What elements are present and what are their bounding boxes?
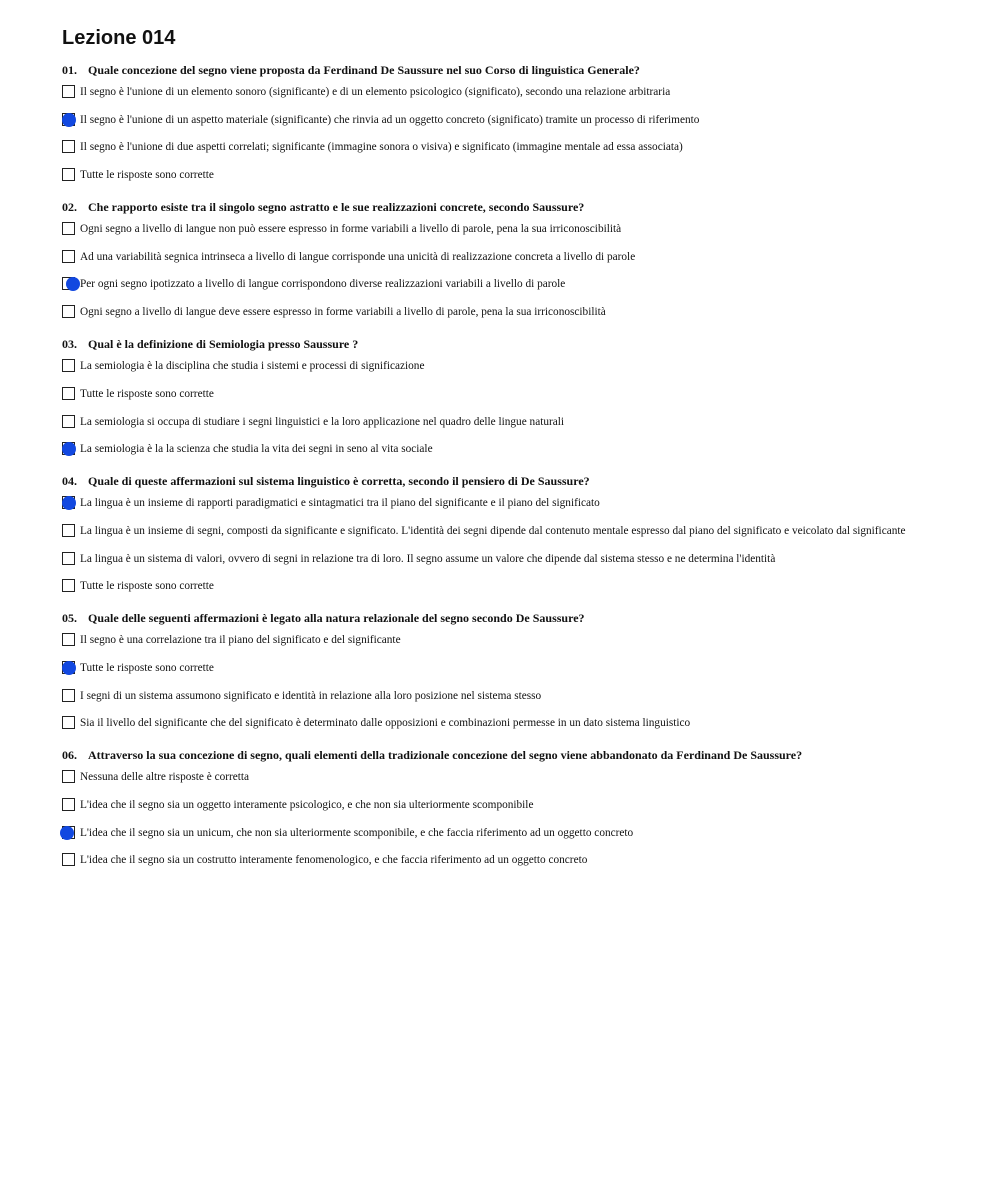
- answer-text: Tutte le risposte sono corrette: [80, 387, 214, 400]
- answer-text: Per ogni segno ipotizzato a livello di langue corrispondono diverse realizzazioni variabili a livello di parole: [80, 278, 566, 291]
- question-3: [62, 336, 940, 457]
- answer-text: Ogni segno a livello di langue non può essere espresso in forme variabili a livello di parole, pena la sua irriconoscibilità: [80, 223, 622, 236]
- selected-dot-icon: [66, 277, 80, 291]
- checkbox[interactable]: [62, 798, 75, 811]
- quiz-page: [62, 26, 940, 881]
- question-text: Qual è la definizione di Semiologia presso Saussure ?: [88, 337, 359, 352]
- question-number: 05.: [62, 611, 77, 626]
- answer-option[interactable]: [62, 853, 940, 868]
- checkbox-checked[interactable]: [62, 442, 75, 455]
- checkbox[interactable]: [62, 689, 75, 702]
- answer-text: La lingua è un insieme di rapporti paradigmatici e sintagmatici tra il piano del significante e il piano del significato: [80, 497, 600, 510]
- question-heading: [62, 610, 940, 626]
- answer-text: Tutte le risposte sono corrette: [80, 580, 214, 593]
- answer-option[interactable]: [62, 113, 940, 128]
- answer-option[interactable]: [62, 826, 940, 841]
- page-title: Lezione 014: [62, 27, 176, 49]
- question-text: Quale di queste affermazioni sul sistema linguistico è corretta, secondo il pensiero di De Saussure?: [88, 474, 590, 489]
- answer-text: Tutte le risposte sono corrette: [80, 169, 214, 182]
- answer-text: Il segno è l'unione di un elemento sonoro (significante) e di un elemento psicologico (significato), secondo una relazione arbitraria: [80, 86, 671, 98]
- answer-option[interactable]: [62, 359, 940, 374]
- answer-text: La lingua è un sistema di valori, ovvero di segni in relazione tra di loro. Il segno assume un valore che dipende dal sistema stesso e ne determina l'identità: [80, 552, 776, 565]
- answer-text: Nessuna delle altre risposte è corretta: [80, 771, 250, 784]
- selected-dot-icon: [62, 661, 76, 675]
- checkbox[interactable]: [62, 250, 75, 263]
- answer-option[interactable]: [62, 277, 940, 292]
- question-text: Quale concezione del segno viene proposta da Ferdinand De Saussure nel suo Corso di linguistica Generale?: [88, 63, 640, 77]
- answer-option[interactable]: [62, 689, 940, 704]
- answer-option[interactable]: [62, 250, 940, 265]
- answer-text: La semiologia è la la scienza che studia la vita dei segni in seno al vita sociale: [80, 443, 433, 456]
- question-list: [62, 62, 940, 868]
- answer-text: Ogni segno a livello di langue deve essere espresso in forme variabili a livello di parole, pena la sua irriconoscibilità: [80, 306, 606, 319]
- answer-option[interactable]: [62, 798, 940, 813]
- answer-option[interactable]: [62, 140, 940, 155]
- question-heading: [62, 199, 940, 215]
- question-text: Quale delle seguenti affermazioni è legato alla natura relazionale del segno secondo De Saussure?: [88, 611, 585, 626]
- checkbox-checked[interactable]: [62, 496, 75, 509]
- question-heading: [62, 336, 940, 352]
- answer-text: Il segno è l'unione di due aspetti correlati; significante (immagine sonora o visiva) e significato (immagine mentale ad essa associata): [80, 141, 683, 154]
- answer-text: La semiologia è la disciplina che studia i sistemi e processi di significazione: [80, 360, 425, 373]
- question-4: [62, 473, 940, 594]
- checkbox[interactable]: [62, 140, 75, 153]
- answer-text: La lingua è un insieme di segni, composti da significante e significato. L'identità dei segni dipende dal contenuto mentale espresso dal piano del significato e veicolato dal significante: [80, 524, 906, 537]
- question-number: 02.: [62, 200, 77, 215]
- question-text: Attraverso la sua concezione di segno, quali elementi della tradizionale concezione del segno viene abbandonato da Ferdinand De Saussure?: [88, 748, 803, 763]
- answer-option[interactable]: [62, 496, 940, 511]
- answer-text: L'idea che il segno sia un costrutto interamente fenomenologico, e che faccia riferimento ad un oggetto concreto: [80, 854, 588, 867]
- answer-text: Il segno è una correlazione tra il piano del significato e del significante: [80, 634, 401, 647]
- question-2: [62, 199, 940, 320]
- answer-text: Tutte le risposte sono corrette: [80, 661, 214, 674]
- answer-option[interactable]: [62, 415, 940, 430]
- checkbox[interactable]: [62, 853, 75, 866]
- checkbox[interactable]: [62, 415, 75, 428]
- answer-option[interactable]: [62, 716, 940, 731]
- checkbox[interactable]: [62, 552, 75, 565]
- answer-option[interactable]: [62, 85, 940, 100]
- checkbox[interactable]: [62, 387, 75, 400]
- question-number: 01.: [62, 63, 77, 77]
- question-text: Che rapporto esiste tra il singolo segno astratto e le sue realizzazioni concrete, secondo Saussure?: [88, 200, 585, 215]
- answer-text: L'idea che il segno sia un oggetto interamente psicologico, e che non sia ulteriormente scomponibile: [80, 799, 534, 811]
- checkbox[interactable]: [62, 716, 75, 729]
- selected-dot-icon: [62, 496, 76, 510]
- checkbox-checked[interactable]: [62, 661, 75, 674]
- question-6: [62, 747, 940, 868]
- answer-option[interactable]: [62, 552, 940, 567]
- answer-option[interactable]: [62, 633, 940, 648]
- answer-text: L'idea che il segno sia un unicum, che non sia ulteriormente scomponibile, e che faccia riferimento ad un oggetto concreto: [80, 826, 634, 839]
- checkbox[interactable]: [62, 85, 75, 98]
- answer-option[interactable]: [62, 387, 940, 402]
- answer-text: I segni di un sistema assumono significato e identità in relazione alla loro posizione nel sistema stesso: [80, 689, 542, 702]
- question-heading: [62, 473, 940, 489]
- checkbox[interactable]: [62, 359, 75, 372]
- question-heading: [62, 747, 940, 763]
- checkbox[interactable]: [62, 305, 75, 318]
- checkbox[interactable]: [62, 222, 75, 235]
- selected-dot-icon: [62, 113, 76, 127]
- question-heading: [62, 62, 940, 78]
- question-number: 06.: [62, 748, 77, 763]
- answer-text: La semiologia si occupa di studiare i segni linguistici e la loro applicazione nel quadro delle lingue naturali: [80, 415, 565, 428]
- checkbox[interactable]: [62, 168, 75, 181]
- answer-option[interactable]: [62, 579, 940, 594]
- question-number: 03.: [62, 337, 77, 352]
- answer-text: Ad una variabilità segnica intrinseca a livello di langue corrisponde una unicità di realizzazione concreta a livello di parole: [80, 250, 636, 263]
- answer-option[interactable]: [62, 442, 940, 457]
- answer-option[interactable]: [62, 770, 940, 785]
- answer-option[interactable]: [62, 524, 940, 539]
- checkbox[interactable]: [62, 633, 75, 646]
- answer-option[interactable]: [62, 661, 940, 676]
- answer-option[interactable]: [62, 222, 940, 237]
- question-5: [62, 610, 940, 731]
- checkbox[interactable]: [62, 524, 75, 537]
- selected-dot-icon: [62, 442, 76, 456]
- checkbox[interactable]: [62, 770, 75, 783]
- question-number: 04.: [62, 474, 77, 489]
- checkbox-checked[interactable]: [62, 113, 75, 126]
- question-1: [62, 62, 940, 183]
- answer-option[interactable]: [62, 168, 940, 183]
- answer-text: Il segno è l'unione di un aspetto materiale (significante) che rinvia ad un oggetto concreto (significato) tramite un processo di riferimento: [80, 113, 700, 126]
- answer-text: Sia il livello del significante che del significato è determinato dalle opposizioni e combinazioni permesse in un dato sistema linguistico: [80, 717, 691, 730]
- checkbox-checked[interactable]: [62, 826, 75, 839]
- checkbox-checked[interactable]: [62, 277, 75, 290]
- answer-option[interactable]: [62, 305, 940, 320]
- selected-dot-icon: [60, 826, 74, 840]
- checkbox[interactable]: [62, 579, 75, 592]
